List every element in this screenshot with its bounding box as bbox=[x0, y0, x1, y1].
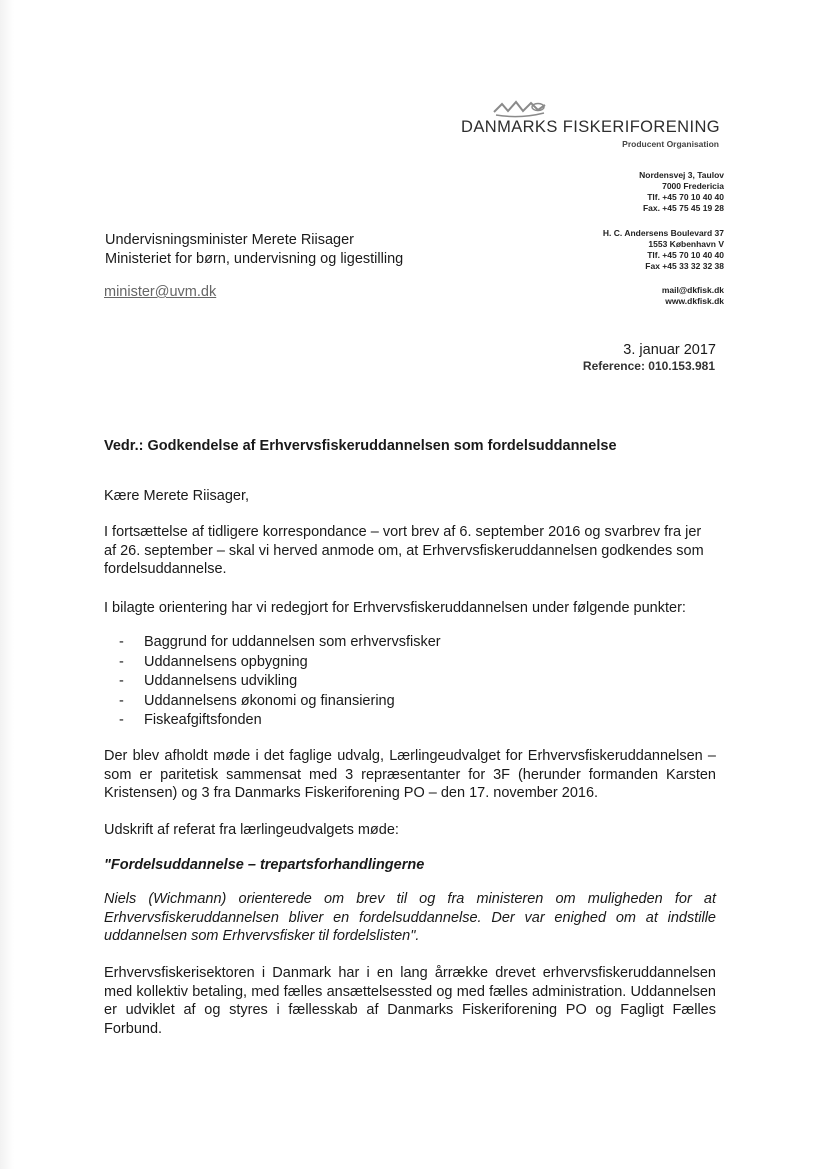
letter-reference: Reference: 010.153.981 bbox=[582, 359, 715, 373]
bullet-marker: - bbox=[119, 673, 124, 689]
phone-line: Tlf. +45 70 10 40 40 bbox=[647, 192, 724, 202]
body-paragraph-3: Der blev afholdt møde i det faglige udvalg, Lærlingeudvalget for Erhvervsfiskeruddannelsen – som er paritetisk sammensat med 3 repræsentanter for 3F (herunder formanden Karsten Kristensen) og 3 fra Danmarks Fiskeriforening PO – den 17. november 2016. bbox=[104, 748, 716, 801]
letter-date: 3. januar 2017 bbox=[623, 342, 716, 358]
address-line: Nordensvej 3, Taulov bbox=[639, 170, 724, 180]
fax-line: Fax +45 33 32 32 38 bbox=[645, 261, 724, 271]
list-item-text: Uddannelsens opbygning bbox=[144, 653, 308, 670]
body-paragraph-4: Udskrift af referat fra lærlingeudvalgets møde: bbox=[104, 822, 399, 838]
body-paragraph-5: Erhvervsfiskerisektoren i Danmark har i en lang årrække drevet erhvervsfiskeruddannelsen med kollektiv betaling, med fælles ansættelsessted og med fælles administration. Uddannelsen er udviklet af og styres i fællesskab af Danmarks Fiskeriforening PO og Fagligt Fælles Forbund. bbox=[104, 965, 716, 1037]
recipient-block bbox=[105, 231, 403, 269]
list-item bbox=[104, 653, 716, 673]
contact-email: mail@dkfisk.dk bbox=[661, 285, 724, 295]
address-line: H. C. Andersens Boulevard 37 bbox=[602, 228, 724, 238]
letter-subject: Vedr.: Godkendelse af Erhvervsfiskeruddannelsen som fordelsuddannelse bbox=[104, 438, 617, 454]
list-item bbox=[104, 692, 716, 712]
fish-crown-logo-icon bbox=[490, 98, 550, 120]
list-item bbox=[104, 633, 716, 653]
list-item bbox=[104, 711, 716, 731]
recipient-email-link[interactable]: minister@uvm.dk bbox=[104, 284, 217, 300]
contact-website: www.dkfisk.dk bbox=[665, 296, 724, 306]
body-paragraph-1: I fortsættelse af tidligere korrespondance – vort brev af 6. september 2016 og svarbrev fra jer af 26. september – skal vi herved anmode om, at Erhvervsfiskeruddannelsen godkendes som fordelsuddannelse. bbox=[104, 524, 704, 577]
bullet-marker: - bbox=[119, 634, 124, 650]
quote-body: Niels (Wichmann) orienterede om brev til og fra ministeren om muligheden for at Erhvervsfiskeruddannelsen bliver en fordelsuddannelse. Der var enighed om at indstille uddannelsen som Erhvervsfisker til fordelslisten". bbox=[104, 891, 716, 944]
body-paragraph-2: I bilagte orientering har vi redegjort for Erhvervsfiskeruddannelsen under følgende punkter: bbox=[104, 600, 686, 616]
phone-line: Tlf. +45 70 10 40 40 bbox=[647, 250, 724, 260]
bullet-marker: - bbox=[119, 692, 124, 709]
list-item-text: Uddannelsens udvikling bbox=[144, 673, 298, 689]
bullet-marker: - bbox=[119, 653, 124, 670]
contact-block bbox=[662, 285, 724, 307]
organisation-subtitle: Producent Organisation bbox=[622, 139, 719, 149]
address-block-taulov bbox=[639, 170, 724, 214]
salutation: Kære Merete Riisager, bbox=[104, 488, 250, 504]
recipient-name: Undervisningsminister Merete Riisager bbox=[105, 232, 355, 248]
topics-list bbox=[104, 633, 716, 731]
fax-line: Fax. +45 75 45 19 28 bbox=[642, 203, 724, 213]
quote-title: "Fordelsuddannelse – trepartsforhandlingerne bbox=[104, 857, 425, 873]
address-block-copenhagen bbox=[603, 228, 724, 272]
list-item-text: Uddannelsens økonomi og finansiering bbox=[144, 692, 395, 709]
list-item bbox=[104, 672, 716, 692]
scan-edge-shadow bbox=[0, 0, 14, 1169]
address-line: 1553 København V bbox=[648, 239, 724, 249]
address-line: 7000 Fredericia bbox=[662, 181, 724, 191]
recipient-ministry: Ministeriet for børn, undervisning og ligestilling bbox=[105, 251, 404, 267]
bullet-marker: - bbox=[119, 712, 124, 728]
organisation-name: DANMARKS FISKERIFORENING bbox=[461, 118, 720, 136]
list-item-text: Baggrund for uddannelsen som erhvervsfisker bbox=[144, 634, 441, 650]
list-item-text: Fiskeafgiftsfonden bbox=[144, 712, 262, 728]
